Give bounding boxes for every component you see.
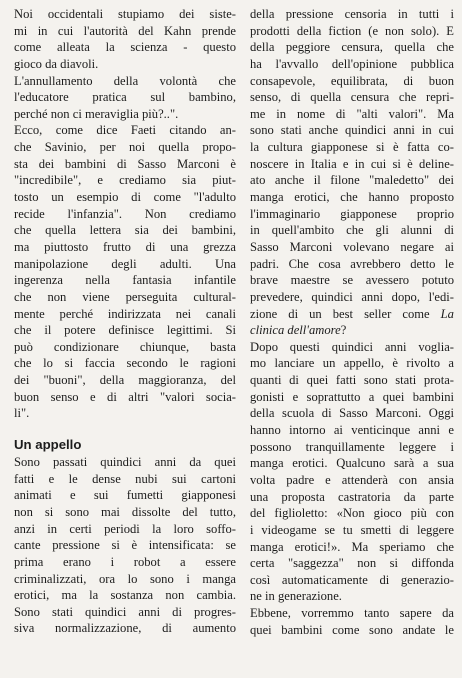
text-line: l'immaginario giapponese proprio <box>250 206 454 221</box>
text-line: ne in generazione. <box>250 589 342 604</box>
text-line: mente perché indirizzata nei canali <box>14 306 236 321</box>
text-line: li". <box>14 406 30 421</box>
text-line: del figlioletto: «Non gioco più con <box>250 506 454 521</box>
text-line: sta dei bambini di Sasso Marconi è <box>14 156 236 171</box>
text-line: della peggiore censura, quella che <box>250 40 454 55</box>
edizione-prefix: zione di un best seller come <box>250 306 430 321</box>
text-line: manga erotici. Qualcuno sarà a sua <box>250 456 454 471</box>
text-line: criminalizzati, ora lo sono i manga <box>14 571 236 586</box>
text-line: recide l'infanzia". Non crediamo <box>14 206 236 221</box>
text-line-edizione <box>250 306 454 323</box>
text-line: ha l'avvallo dell'opinione pubblica <box>250 56 454 71</box>
text-line: ma piuttosto frutto di una grezza <box>14 239 236 254</box>
text-line: Sono passati quindici anni da quei <box>14 455 236 470</box>
text-line: Sasso Marconi volevano negare ai <box>250 239 454 254</box>
right-paragraph-1 <box>250 6 454 306</box>
text-line: animati e sui fumetti giapponesi <box>14 488 236 503</box>
text-line: Dopo questi quindici anni voglia- <box>250 339 454 354</box>
text-line: dei "buoni", della maggioranza, del <box>14 373 236 388</box>
left-column <box>14 6 236 637</box>
text-line: che Savinio, per noi quella propo- <box>14 140 236 155</box>
left-paragraphs <box>14 6 236 422</box>
text-line: "incredibile", e crediamo sia piut- <box>14 173 236 188</box>
text-line: quanti di quei fatti sono stati prota- <box>250 373 454 388</box>
text-line: padri. Che cosa avrebbero detto le <box>250 256 454 271</box>
text-line: senso, di quella censura che repri- <box>250 90 454 105</box>
text-line: Sono stati quindici anni di progres- <box>14 604 236 619</box>
text-line-book-title <box>250 322 454 339</box>
text-line: manga erotici, che hanno proposto <box>250 190 454 205</box>
text-line: siva normalizzazione, di aumento <box>14 621 236 636</box>
text-line: mo lanciare un appello, è rivolto a <box>250 356 454 371</box>
text-line: della scuola di Sasso Marconi. Oggi <box>250 406 454 421</box>
right-paragraph-2 <box>250 339 454 639</box>
text-line: buon senso e di altri "valori socia- <box>14 389 236 404</box>
text-line: fatti e le dense nubi sui cartoni <box>14 471 236 486</box>
appeal-paragraph <box>14 454 236 637</box>
text-line: perché non ci meraviglia più?..". <box>14 106 179 121</box>
text-line: sono stati anche quindici anni in cui <box>250 123 454 138</box>
text-line: L'annullamento della volontà che <box>14 73 236 88</box>
text-line: così automaticamente di generazio- <box>250 572 454 587</box>
text-line: noscere in Italia e in cui si è deline- <box>250 156 454 171</box>
text-line: cante pressione si è intensificata: se <box>14 538 236 553</box>
text-line: volta padre e attenderà con ansia <box>250 472 454 487</box>
text-line: che quella lettera sia dei bambini, <box>14 223 236 238</box>
text-line: brave maestre se avessero potuto <box>250 273 454 288</box>
text-line: che non viene perseguita cultural- <box>14 289 236 304</box>
text-line: i videogame se tu smetti di leggere <box>250 522 454 537</box>
text-line: l'educatore pratica sul bambino, <box>14 90 236 105</box>
text-line: ato anche il filone "maledetto" dei <box>250 173 454 188</box>
text-line: può condizionare chiunque, basta <box>14 339 236 354</box>
text-line: Noi occidentali stupiamo dei siste- <box>14 7 236 21</box>
text-line: manipolazione degli adulti. Una <box>14 256 236 271</box>
text-line: Ecco, come dice Faeti citando an- <box>14 123 236 138</box>
text-line: Ebbene, vorremmo tanto sapere da <box>250 606 454 621</box>
right-column <box>250 6 454 638</box>
text-line: prevedere, quindici anni dopo, l'edi- <box>250 289 454 304</box>
text-line: erotici, ma la sostanza non cambia. <box>14 588 236 603</box>
text-line: ingerenza nella fantasia infantile <box>14 273 236 288</box>
text-line: mi in cui l'autorità del Kahn prende <box>14 23 236 38</box>
book-title-suffix: ? <box>340 323 347 338</box>
text-line: hanno intorno ai venticinque anni e <box>250 423 454 438</box>
text-line: gioco da diavoli. <box>14 56 99 71</box>
text-line: una proposta castratoria da parte <box>250 489 454 504</box>
text-line: certa "saggezza" non si diffonda <box>250 556 454 571</box>
text-line: come alleata la scienza - questo <box>14 40 236 55</box>
text-line: manga erotici!». Ma speriamo che <box>250 539 454 554</box>
text-line: prima erano i robot a essere <box>14 554 236 569</box>
text-line: anzi in certi periodi la loro soffo- <box>14 521 236 536</box>
text-line: quei bambini come sono andate le <box>250 622 454 637</box>
text-line: consapevole, equilibrata, di buon <box>250 73 454 88</box>
text-line: possono tranquillamente leggere i <box>250 439 454 454</box>
book-title-part1: La <box>440 306 454 321</box>
text-line: che il potere definisce legittimi. Si <box>14 323 236 338</box>
text-line: non si sono mai dissolte del tutto, <box>14 504 236 519</box>
text-line: in quell'ambito che gli alunni di <box>250 223 454 238</box>
text-line: tosto un esempio di come "l'adulto <box>14 190 236 205</box>
text-line: gonisti e soprattutto a quei bambini <box>250 389 454 404</box>
text-line: me in nome di "alti valori". Ma <box>250 106 454 121</box>
text-line: prodotti della fiction (e non solo). E <box>250 23 454 38</box>
text-line: che lo si faccia secondo le ragioni <box>14 356 236 371</box>
section-heading: Un appello <box>14 437 82 453</box>
heading-spacer <box>14 422 236 436</box>
book-title-part2: clinica dell'amore <box>250 323 341 338</box>
text-line: la cultura giapponese si è fatta co- <box>250 140 454 155</box>
text-line: della pressione censoria in tutti i <box>250 7 454 21</box>
